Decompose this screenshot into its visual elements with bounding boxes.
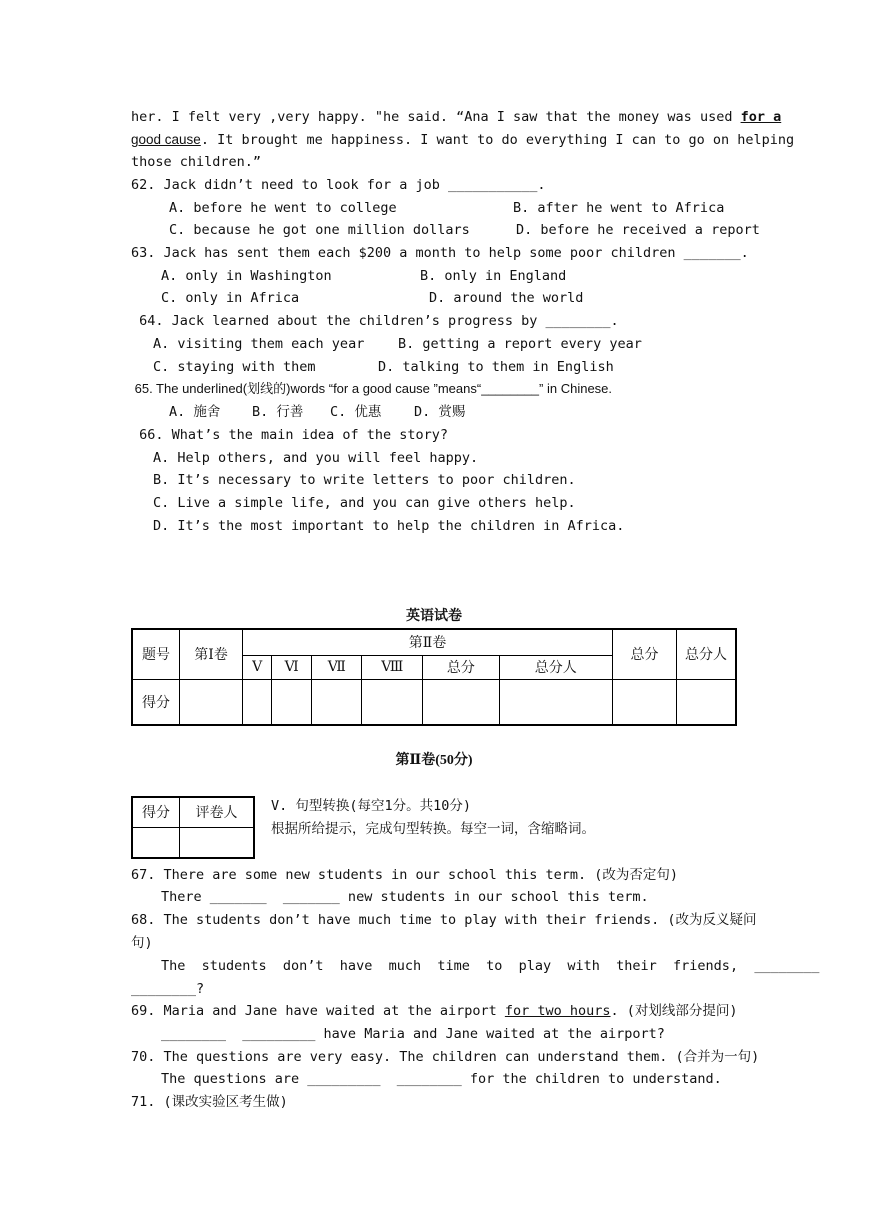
part-instruction: 根据所给提示，完成句型转换。每空一词，含缩略词。: [271, 821, 595, 837]
question-stem: 70. The questions are very easy. The children can understand them. (合并为一句): [131, 1049, 760, 1065]
option: D. before he received a report: [516, 222, 760, 238]
passage-text: . It brought me happiness. I want to do everything I can to go on helping: [200, 132, 795, 148]
question-blank-line: The students don’t have much time to play with their friends, ________: [161, 958, 820, 974]
question-blank-line: ________?: [131, 981, 205, 997]
score-table: [131, 628, 737, 726]
subheader-subtotal: 总分: [423, 655, 499, 679]
question-stem-wrap: 句): [131, 935, 153, 951]
question-stem: 68. The students don’t have much time to play with their friends. (改为反义疑问: [131, 912, 757, 928]
question-blank-line: There _______ _______ new students in our school this term.: [161, 889, 649, 905]
underlined-phrase: for a: [740, 109, 782, 125]
grader-box: [131, 796, 255, 859]
score-cell[interactable]: [180, 679, 243, 725]
option: D. It’s the most important to help the children in Africa.: [153, 518, 625, 534]
question-stem: 71. (课改实验区考生做): [131, 1094, 288, 1110]
question-blank-line: ________ _________ have Maria and Jane waited at the airport?: [161, 1026, 665, 1042]
option: A. visiting them each year: [153, 336, 365, 352]
option: C. because he got one million dollars: [169, 222, 470, 238]
question-stem: 66. What’s the main idea of the story?: [131, 427, 448, 443]
passage-line-3: those children.”: [131, 154, 262, 170]
score-table-title: 英语试卷: [406, 609, 462, 624]
subheader-vi: Ⅵ: [272, 655, 312, 679]
option: B. getting a report every year: [398, 336, 642, 352]
header-total-person: 总分人: [677, 629, 737, 679]
option: B. It’s necessary to write letters to poor children.: [153, 472, 576, 488]
option: D. talking to them in English: [378, 359, 614, 375]
subheader-vii: Ⅶ: [312, 655, 362, 679]
option: B. only in England: [420, 268, 567, 284]
subheader-v: Ⅴ: [243, 655, 272, 679]
grader-score-label: 得分: [132, 797, 180, 827]
question-stem: [131, 1001, 738, 1021]
grader-score-cell[interactable]: [132, 827, 180, 858]
option: C. Live a simple life, and you can give others help.: [153, 495, 576, 511]
question-stem: 65. The underlined(划线的)words “for a good cause ”means“________” in Chinese.: [131, 381, 613, 396]
option: C. staying with them: [153, 359, 316, 375]
question-stem: 62. Jack didn’t need to look for a job ___________.: [131, 177, 546, 193]
question-stem: 63. Jack has sent them each $200 a month to help some poor children _______.: [131, 245, 749, 261]
score-cell[interactable]: [499, 679, 612, 725]
option: B. 行善: [252, 404, 304, 420]
grader-name-cell[interactable]: [180, 827, 255, 858]
header-tihao: 题号: [132, 629, 180, 679]
score-cell[interactable]: [243, 679, 272, 725]
option: D. 赏赐: [414, 404, 466, 420]
grader-label: 评卷人: [180, 797, 255, 827]
score-cell[interactable]: [312, 679, 362, 725]
part-heading: V. 句型转换(每空1分。共10分): [271, 798, 472, 814]
option: A. only in Washington: [161, 268, 332, 284]
option: A. 施舍: [169, 404, 221, 420]
row-label-score: 得分: [132, 679, 180, 725]
score-cell[interactable]: [423, 679, 499, 725]
subheader-viii: Ⅷ: [362, 655, 423, 679]
score-cell[interactable]: [677, 679, 737, 725]
option: C. 优惠: [330, 404, 382, 420]
option: C. only in Africa: [161, 290, 300, 306]
score-cell[interactable]: [362, 679, 423, 725]
question-blank-line: The questions are _________ ________ for the children to understand.: [161, 1071, 722, 1087]
underlined-phrase: for two hours: [504, 1003, 611, 1019]
stem-text: 69. Maria and Jane have waited at the airport: [131, 1003, 505, 1019]
header-juan2: 第Ⅱ卷: [243, 629, 613, 655]
header-total: 总分: [613, 629, 677, 679]
subheader-subtotal-person: 总分人: [499, 655, 612, 679]
header-juan1: 第Ⅰ卷: [180, 629, 243, 679]
passage-text: her. I felt very ,very happy. "he said. “Ana I saw that the money was used: [131, 109, 741, 125]
option: A. before he went to college: [169, 200, 397, 216]
question-stem: 67. There are some new students in our school this term. (改为否定句): [131, 867, 679, 883]
passage-line-1: [131, 107, 781, 127]
question-stem: 64. Jack learned about the children’s progress by ________.: [131, 313, 619, 329]
option: B. after he went to Africa: [513, 200, 725, 216]
passage-line-2: [131, 130, 794, 150]
underlined-phrase: good cause: [131, 132, 201, 147]
section-title: 第Ⅱ卷(50分): [395, 753, 473, 768]
stem-text: . (对划线部分提问): [610, 1003, 738, 1019]
score-cell[interactable]: [272, 679, 312, 725]
score-cell[interactable]: [613, 679, 677, 725]
option: A. Help others, and you will feel happy.: [153, 450, 479, 466]
option: D. around the world: [429, 290, 584, 306]
